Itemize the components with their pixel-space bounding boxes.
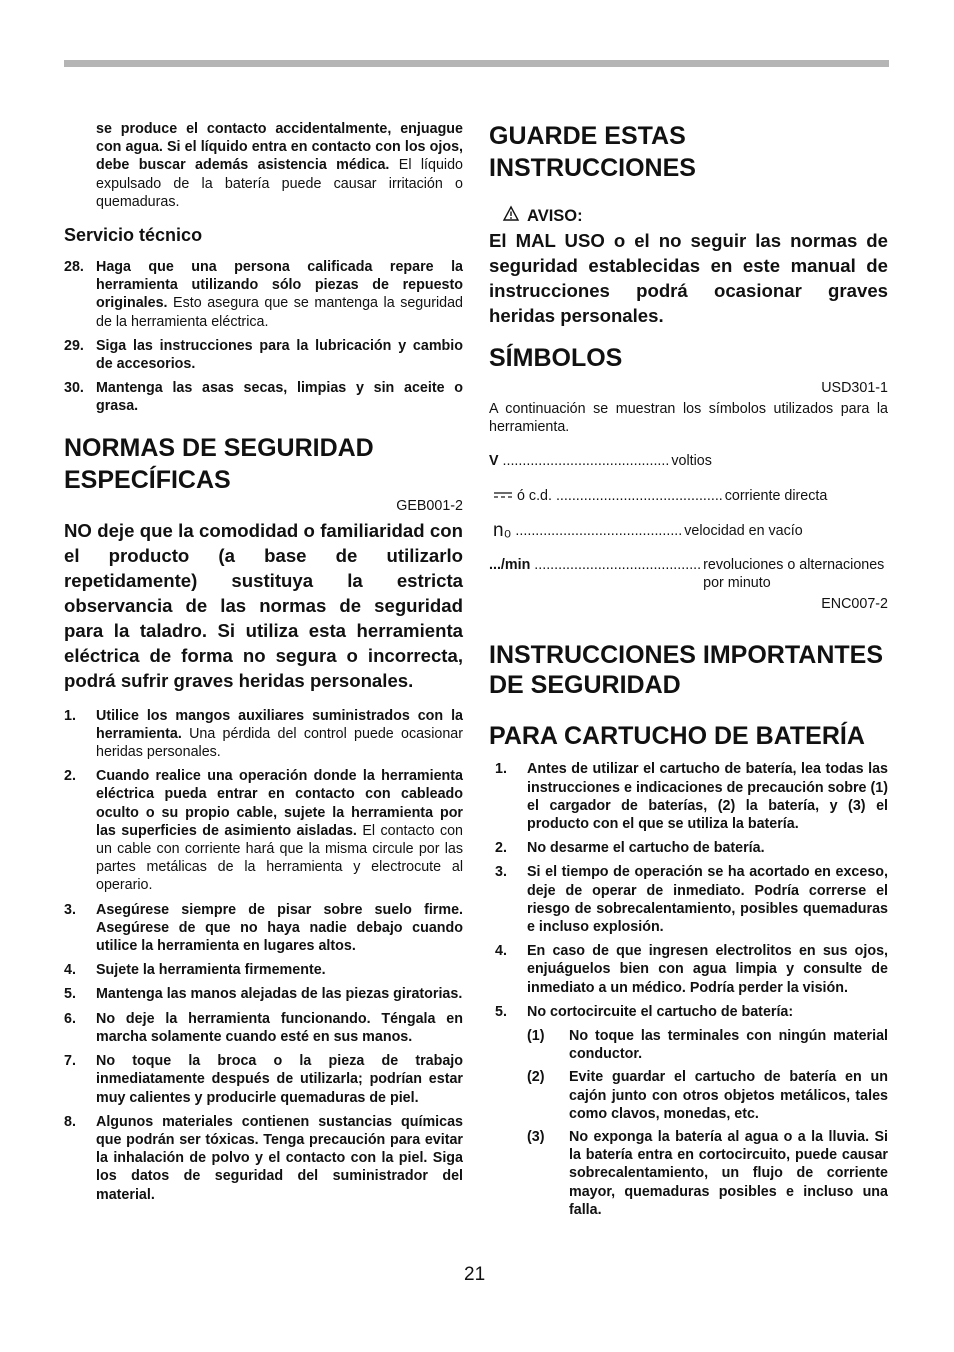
simbolos-code: USD301-1 <box>821 380 888 396</box>
item-number: 3. <box>495 864 507 881</box>
symbol-row <box>489 487 888 506</box>
item-normal: El contacto con un cable con corriente hará que la misma circule por las partes metálicas de la herramienta y electrocute al operario. <box>96 822 463 894</box>
cartucho-title: PARA CARTUCHO DE BATERÍA <box>489 722 865 751</box>
warning-triangle-icon <box>503 206 519 226</box>
intro-bold: se produce el contacto accidentalmente, enjuague con agua. Si el líquido entra en contacto con los ojos, debe buscar además asistencia médica. <box>96 121 463 174</box>
sub-item-text: Evite guardar el cartucho de batería en un cajón junto con otros objetos metálicos, tales como clavos, monedas, etc. <box>569 1069 888 1122</box>
list-item <box>64 901 463 956</box>
item-bold: Cuando realice una operación donde la herramienta eléctrica pueda entrar en contacto con cableado oculto o su propio cable, sujete la herramienta por las superficies de asimiento aisladas. <box>96 768 463 839</box>
instr-title: INSTRUCCIONES IMPORTANTES DE SEGURIDAD <box>489 641 883 700</box>
item-bold: Sujete la herramienta firmemente. <box>96 962 326 979</box>
sub-item-text: No exponga la batería al agua o a la lluvia. Si la batería entra en cortocircuito, puede causar sobrecalentamiento, un flujo de corriente mayor, quemaduras posibles e incluso una falla. <box>569 1129 888 1218</box>
item-number: 2. <box>64 768 76 785</box>
intro-paragraph <box>64 120 463 211</box>
page-number: 21 <box>464 1264 486 1285</box>
sub-list-item <box>527 1128 888 1219</box>
item-bold: Utilice los mangos auxiliares suministrados con la herramienta. <box>96 707 463 742</box>
item-number: 6. <box>64 1010 76 1027</box>
item-number: 29. <box>64 337 84 354</box>
item-number: 3. <box>64 901 76 918</box>
list-item <box>64 961 463 979</box>
symbol-desc: velocidad en vacío <box>684 522 803 539</box>
list-item <box>495 839 888 857</box>
list-item <box>64 379 463 415</box>
item-bold: Asegúrese siempre de pisar sobre suelo firme. Asegúrese de que no haya nadie debajo cuando utilice la herramienta en lugares altos. <box>96 901 463 955</box>
item-number: 5. <box>495 1003 507 1020</box>
item-number: 5. <box>64 986 76 1003</box>
aviso-text: El MAL USO o el no seguir las normas de seguridad establecidas en este manual de instrucciones podrá ocasionar graves heridas personales. <box>489 230 888 326</box>
leader-dots: .......................................... <box>498 453 670 470</box>
normas-title: NORMAS DE SEGURIDAD ESPECÍFICAS <box>64 433 374 494</box>
symbol-desc: voltios <box>671 453 712 470</box>
symbol-label: V <box>489 453 499 470</box>
item-number: 30. <box>64 380 84 397</box>
item-number: 7. <box>64 1053 76 1070</box>
item-bold: Siga las instrucciones para la lubricación y cambio de accesorios. <box>96 337 463 373</box>
list-item <box>64 1010 463 1046</box>
aviso-header <box>489 206 888 226</box>
list-item <box>64 1052 463 1107</box>
item-number: 2. <box>495 840 507 857</box>
list-item <box>495 942 888 997</box>
symbols-list <box>489 452 888 592</box>
list-item <box>64 707 463 762</box>
servicio-title: Servicio técnico <box>64 225 203 246</box>
left-column <box>64 120 463 1210</box>
list-item <box>64 337 463 373</box>
symbol-row <box>489 519 888 541</box>
list-item <box>64 985 463 1003</box>
symbol-suffix: ó c.d. <box>517 487 552 504</box>
leader-dots: .......................................... <box>551 487 723 504</box>
sub-list-item <box>527 1027 888 1063</box>
symbol-label: n₀ <box>493 519 512 541</box>
simbolos-intro: A continuación se muestran los símbolos utilizados para la herramienta. <box>489 401 888 436</box>
item-bold: Mantenga las manos alejadas de las piezas giratorias. <box>96 986 463 1003</box>
item-number: 28. <box>64 259 84 276</box>
symbol-desc: corriente directa <box>724 487 828 504</box>
item-text: No cortocircuite el cartucho de batería: <box>527 1003 794 1020</box>
item-text: En caso de que ingresen electrolitos en sus ojos, enjuáguelos bien con agua limpia y consulte de inmediato a un médico. Podría perder la visión. <box>527 943 888 996</box>
enc-code: ENC007-2 <box>821 596 888 613</box>
guarde-title: GUARDE ESTAS INSTRUCCIONES <box>489 122 696 182</box>
normas-code: GEB001-2 <box>396 497 463 514</box>
item-number: 1. <box>64 707 76 724</box>
list-item <box>495 760 888 833</box>
leader-dots: .......................................... <box>511 522 683 539</box>
item-text: Antes de utilizar el cartucho de batería, lea todas las instrucciones e indicaciones de precaución sobre (1) el cargador de baterías, (2) la batería, y (3) el producto con el que se utiliza la batería. <box>527 761 888 833</box>
symbol-row <box>489 452 888 470</box>
top-rule <box>64 60 889 67</box>
aviso-block <box>489 206 888 328</box>
symbol-row <box>489 556 888 592</box>
item-number: 4. <box>64 962 76 979</box>
dc-current-icon <box>493 487 513 506</box>
item-bold: No deje la herramienta funcionando. Téngala en marcha solamente cuando esté en sus manos. <box>96 1010 463 1045</box>
intro-normal: El líquido expulsado de la batería puede causar irritación o quemaduras. <box>96 157 463 210</box>
list-item <box>495 863 888 936</box>
normas-list <box>64 707 463 1204</box>
item-normal: Una pérdida del control puede ocasionar heridas personales. <box>96 725 463 761</box>
item-normal: Esto asegura que se mantenga la seguridad de la herramienta eléctrica. <box>96 295 463 330</box>
item-bold: Haga que una persona calificada repare la herramienta utilizando sólo piezas de repuesto originales. <box>96 259 463 312</box>
list-item <box>64 1113 463 1204</box>
right-column <box>489 120 888 1224</box>
leader-dots: .......................................... <box>530 557 702 574</box>
list-item <box>64 258 463 331</box>
item-text: Si el tiempo de operación se ha acortado en exceso, deje de operar de inmediato. Podría correrse el riesgo de sobrecalentamiento, posibles quemaduras e incluso explosión. <box>527 864 888 936</box>
sub-item-number: (1) <box>527 1028 545 1045</box>
list-item <box>495 1003 888 1021</box>
servicio-list <box>64 258 463 416</box>
symbol-label: .../min <box>489 557 531 574</box>
symbol-desc: revoluciones o alternaciones por minuto <box>703 557 885 592</box>
item-bold: Mantenga las asas secas, limpias y sin aceite o grasa. <box>96 380 463 415</box>
item-bold: No toque la broca o la pieza de trabajo inmediatamente después de utilizarla; podrían estar muy calientes y producirle quemaduras de piel. <box>96 1053 463 1106</box>
sub-item-text: No toque las terminales con ningún material conductor. <box>569 1028 888 1063</box>
item-number: 4. <box>495 943 507 960</box>
cartucho-list <box>489 760 888 1219</box>
aviso-label: AVISO: <box>527 206 583 225</box>
item-number: 1. <box>495 761 507 778</box>
simbolos-title: SÍMBOLOS <box>489 344 623 372</box>
item-bold: Algunos materiales contienen sustancias químicas que podrán ser tóxicas. Tenga precaución para evitar la inhalación de polvo y el contacto con la piel. Siga los datos de seguridad del suministrador del material. <box>96 1113 463 1203</box>
sub-item-number: (2) <box>527 1069 545 1086</box>
item-text: No desarme el cartucho de batería. <box>527 840 765 857</box>
list-item <box>64 767 463 894</box>
sub-item-number: (3) <box>527 1129 545 1146</box>
sub-list-item <box>527 1068 888 1123</box>
normas-lead: NO deje que la comodidad o familiaridad con el producto (a base de utilizarlo repetidamente) sustituya la estricta observancia de las normas de seguridad para la taladro. Si utiliza esta herramienta eléctrica de forma no segura o incorrecta, podrá sufrir graves heridas personales. <box>64 519 463 691</box>
item-number: 8. <box>64 1113 76 1130</box>
